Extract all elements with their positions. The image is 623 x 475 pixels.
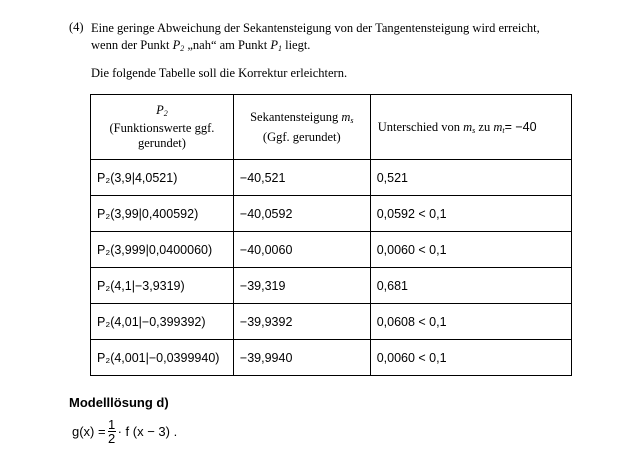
table-row xyxy=(91,268,572,304)
cell-slope: −39,9392 xyxy=(233,304,370,340)
cell-slope: −40,0592 xyxy=(233,196,370,232)
task-text xyxy=(91,20,596,57)
point-p1-symbol: $P_1$ xyxy=(270,38,282,53)
header-slope: Sekantensteigung $m_s$ (Ggf. gerundet) xyxy=(233,95,370,160)
header-difference: Unterschied von $m_s$ zu $m_t= -40$ xyxy=(370,95,571,160)
solution-heading: Modelllösung d) xyxy=(69,395,169,410)
formula-fraction: $\frac{1}{2}$ xyxy=(107,417,116,446)
table-row xyxy=(91,304,572,340)
table-row xyxy=(91,340,572,376)
table-row xyxy=(91,232,572,268)
cell-slope: −40,0060 xyxy=(233,232,370,268)
task-line-2 xyxy=(91,37,596,57)
cell-slope: −40,521 xyxy=(233,160,370,196)
table-header-row xyxy=(91,95,572,160)
task-number: (4) xyxy=(69,20,84,34)
task-line-2-pre: wenn der Punkt xyxy=(91,38,170,52)
cell-point: P₂(4,01|−0,399392) xyxy=(91,304,234,340)
cell-difference: 0,681 xyxy=(370,268,571,304)
cell-point: P₂(4,001|−0,0399940) xyxy=(91,340,234,376)
task-line-2-mid: „nah“ am Punkt xyxy=(187,38,268,52)
formula-rhs: · f (x − 3) . xyxy=(117,424,178,439)
cell-difference: 0,0060 < 0,1 xyxy=(370,340,571,376)
cell-difference: 0,0608 < 0,1 xyxy=(370,304,571,340)
task-line-2-post: liegt. xyxy=(285,38,311,52)
solution-formula xyxy=(72,418,177,445)
cell-point: P₂(4,1|−3,9319) xyxy=(91,268,234,304)
cell-difference: 0,0060 < 0,1 xyxy=(370,232,571,268)
cell-point: P₂(3,99|0,400592) xyxy=(91,196,234,232)
cell-point: P₂(3,9|4,0521) xyxy=(91,160,234,196)
cell-slope: −39,9940 xyxy=(233,340,370,376)
cell-difference: 0,0592 < 0,1 xyxy=(370,196,571,232)
point-p2-symbol: $P_2$ xyxy=(172,38,185,53)
formula-lhs: g(x) = xyxy=(72,424,106,439)
task-line-1: Eine geringe Abweichung der Sekantensteigung von der Tangentensteigung wird erreicht, xyxy=(91,21,540,35)
header-point: $P_2$ (Funktionswerte ggf. gerundet) xyxy=(91,95,234,160)
table-row xyxy=(91,196,572,232)
table-row xyxy=(91,160,572,196)
table-intro: Die folgende Tabelle soll die Korrektur erleichtern. xyxy=(91,66,348,80)
cell-point: P₂(3,999|0,0400060) xyxy=(91,232,234,268)
slope-table xyxy=(90,94,572,376)
cell-difference: 0,521 xyxy=(370,160,571,196)
cell-slope: −39,319 xyxy=(233,268,370,304)
